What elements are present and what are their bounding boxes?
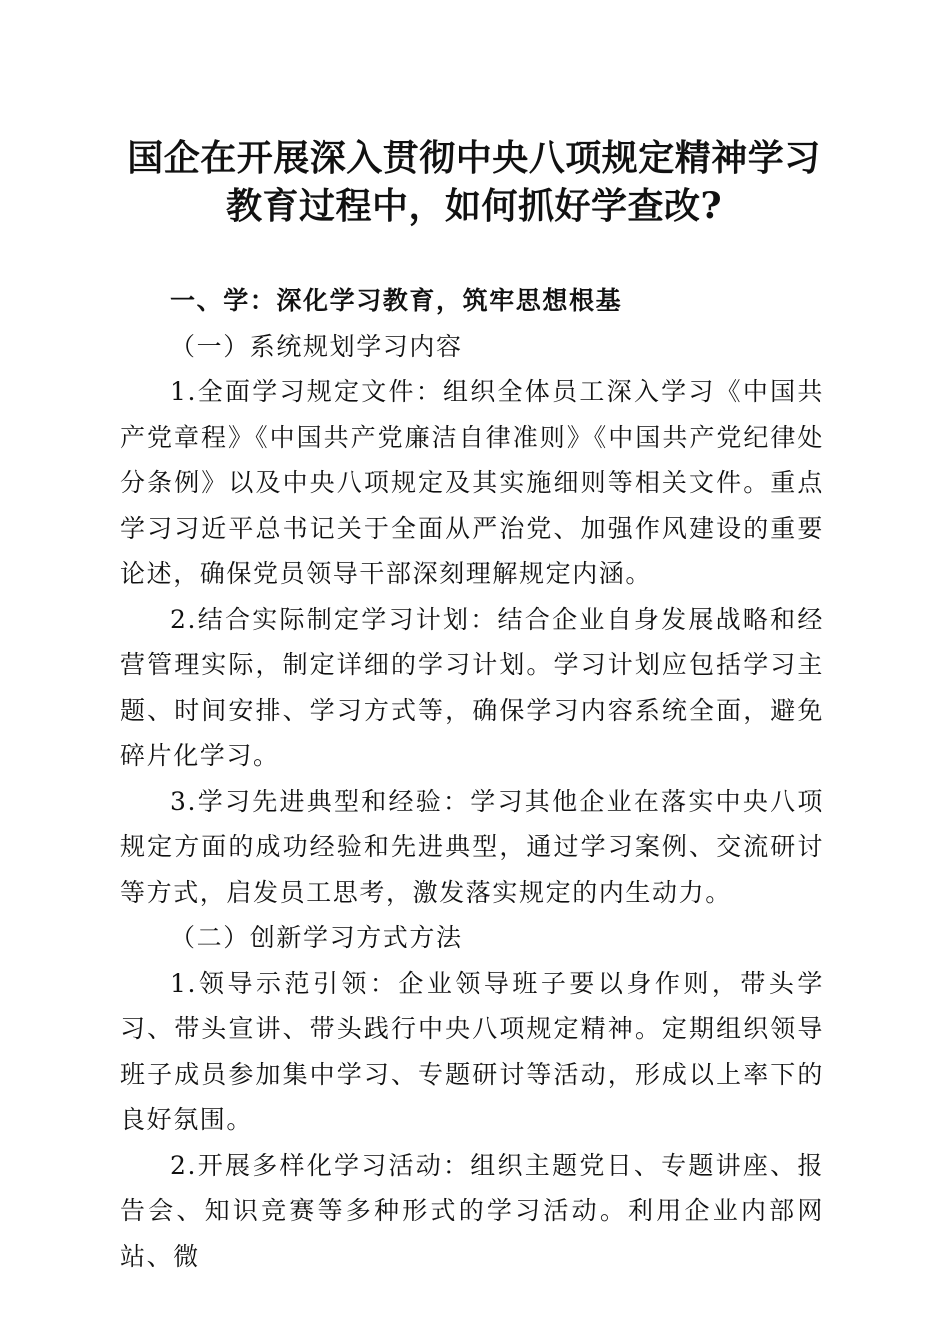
paragraph-1-1: 1.全面学习规定文件：组织全体员工深入学习《中国共产党章程》《中国共产党廉洁自律准则》《中国共产党纪律处分条例》以及中央八项规定及其实施细则等相关文件。重点学习习近平总书记关于全面从严治党、加强作风建设的重要论述，确保党员领导干部深刻理解规定内涵。	[120, 377, 824, 588]
paragraph-2-2: 2.开展多样化学习活动：组织主题党日、专题讲座、报告会、知识竞赛等多种形式的学习活动。利用企业内部网站、微	[120, 1150, 824, 1271]
document-body	[120, 278, 824, 1279]
subsection-heading-1: （一）系统规划学习内容	[170, 331, 463, 361]
paragraph-2-1: 1.领导示范引领：企业领导班子要以身作则，带头学习、带头宣讲、带头践行中央八项规定精神。定期组织领导班子成员参加集中学习、专题研讨等活动，形成以上率下的良好氛围。	[120, 968, 824, 1134]
subsection-heading-2: （二）创新学习方式方法	[170, 923, 463, 952]
document-title: 国企在开展深入贯彻中央八项规定精神学习教育过程中，如何抓好学查改?	[127, 137, 821, 227]
section-heading-1: 一、学：深化学习教育，筑牢思想根基	[170, 286, 623, 315]
paragraph-1-3: 3.学习先进典型和经验：学习其他企业在落实中央八项规定方面的成功经验和先进典型，通过学习案例、交流研讨等方式，启发员工思考，激发落实规定的内生动力。	[120, 786, 824, 907]
paragraph-1-2: 2.结合实际制定学习计划：结合企业自身发展战略和经营管理实际，制定详细的学习计划。学习计划应包括学习主题、时间安排、学习方式等，确保学习内容系统全面，避免碎片化学习。	[120, 604, 824, 770]
